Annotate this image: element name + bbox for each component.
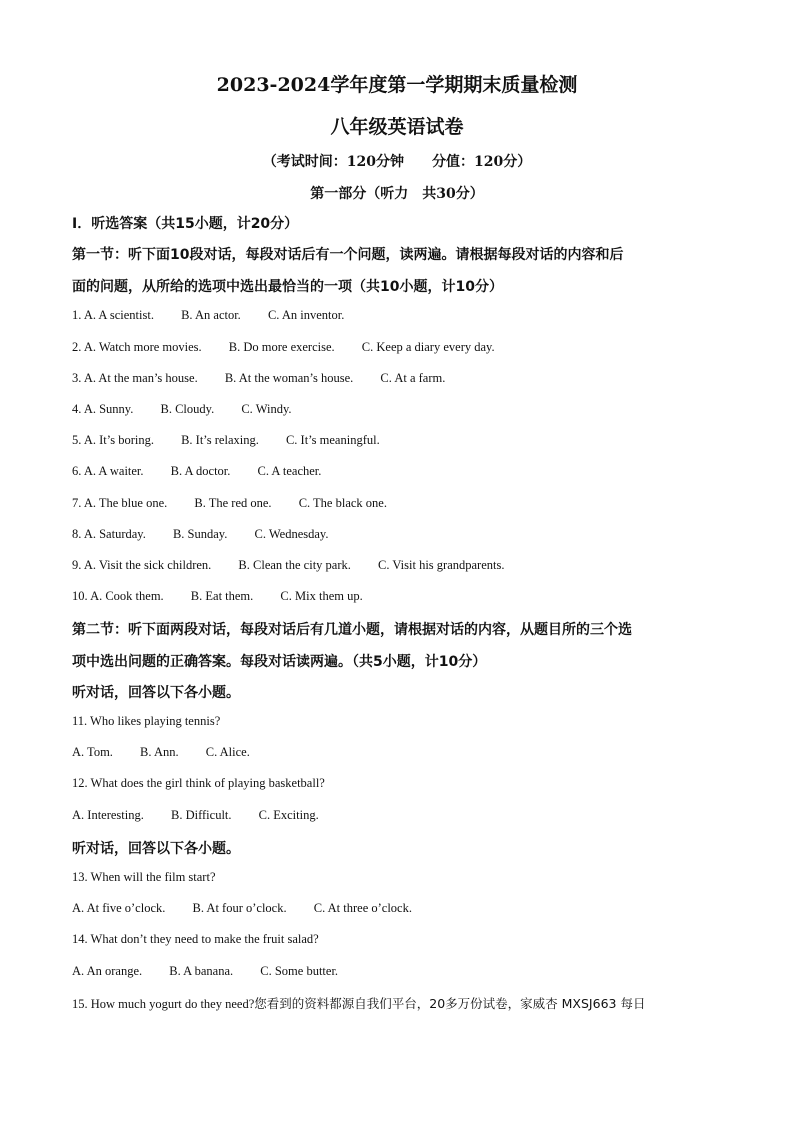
option-b: B. Clean the city park. [238,558,351,572]
option-c: C. Keep a diary every day. [361,340,495,354]
option-a: A. A scientist. [83,308,154,322]
option-a: A. A waiter. [83,464,144,478]
exam-subtitle: 八年级英语试卷 [330,116,464,138]
option-b: B. A banana. [169,964,234,978]
question-number: 8. [72,527,82,541]
question-12-options [72,808,732,823]
option-b: B. Do more exercise. [228,340,335,354]
question-13: 13. When will the film start? [72,870,216,884]
option-c: C. It’s meaningful. [285,433,380,447]
question-9 [72,558,732,573]
option-c: C. The black one. [298,496,387,510]
question-13-options [72,901,732,916]
option-a: A. Sunny. [83,402,134,416]
option-a: A. At the man’s house. [83,371,198,385]
option-a: A. At five o’clock. [72,901,166,915]
option-a: A. Tom. [72,745,113,759]
option-c: C. Windy. [241,402,292,416]
option-b: B. A doctor. [170,464,231,478]
option-b: B. Difficult. [170,808,232,822]
option-c: C. An inventor. [267,308,345,322]
question-number: 10. [72,589,88,603]
option-b: B. Cloudy. [160,402,215,416]
option-b: B. It’s relaxing. [181,433,259,447]
question-12: 12. What does the girl think of playing basketball? [72,776,325,790]
exam-info: （考试时间：120分钟 分值：120分） [262,154,532,170]
question-7 [72,496,732,511]
option-a: A. Visit the sick children. [83,558,212,572]
exam-title: 2023-2024学年度第一学期期末质量检测 [216,74,578,96]
option-c: C. Exciting. [258,808,319,822]
question-number: 4. [72,402,82,416]
option-a: A. It’s boring. [83,433,154,447]
option-c: C. Some butter. [260,964,339,978]
question-11-options [72,745,732,760]
question-number: 7. [72,496,82,510]
part-title: 第一部分（听力 共30分） [310,186,484,202]
section-heading: Ⅰ．听选答案（共15小题，计20分） [72,216,299,232]
question-number: 3. [72,371,82,385]
option-c: C. Visit his grandparents. [378,558,505,572]
question-number: 1. [72,308,82,322]
question-14: 14. What don’t they need to make the fruit salad? [72,932,319,946]
question-15 [72,994,732,1012]
question-number: 9. [72,558,82,572]
watermark-text: 您看到的资料都源自我们平台，20多万份试卷，家威杏 MXSJ663 每日 [254,996,646,1011]
option-b: B. The red one. [194,496,272,510]
question-3 [72,371,732,386]
option-b: B. Ann. [140,745,179,759]
question-8 [72,527,732,542]
option-b: B. An actor. [181,308,241,322]
option-b: B. At four o’clock. [192,901,287,915]
option-b: B. Eat them. [190,589,254,603]
option-b: B. Sunday. [172,527,228,541]
question-number: 5. [72,433,82,447]
question-5 [72,433,732,448]
option-a: A. Watch more movies. [83,340,202,354]
section2-intro-line2: 项中选出问题的正确答案。每段对话读两遍。（共5小题，计10分） [72,654,487,670]
option-a: A. An orange. [72,964,143,978]
section1-intro-line2: 面的问题，从所给的选项中选出最恰当的一项（共10小题，计10分） [72,279,503,295]
option-a: A. Saturday. [83,527,146,541]
option-c: C. Alice. [205,745,250,759]
option-c: C. At a farm. [380,371,446,385]
question-11: 11. Who likes playing tennis? [72,714,221,728]
option-c: C. Wednesday. [254,527,329,541]
question-1 [72,308,732,323]
question-number: 2. [72,340,82,354]
section1-intro-line1: 第一节：听下面10段对话，每段对话后有一个问题，读两遍。请根据每段对话的内容和后 [72,247,624,263]
question-4 [72,402,732,417]
question-2 [72,340,732,355]
question-number: 6. [72,464,82,478]
option-c: C. Mix them up. [280,589,363,603]
option-a: A. The blue one. [83,496,168,510]
option-b: B. At the woman’s house. [224,371,354,385]
question-10 [72,589,732,604]
question-15-text: 15. How much yogurt do they need? [72,997,255,1011]
option-a: A. Cook them. [90,589,164,603]
question-14-options [72,964,732,979]
option-a: A. Interesting. [72,808,144,822]
question-6 [72,464,732,479]
dialog-prompt: 听对话，回答以下各小题。 [72,841,240,857]
option-c: C. At three o’clock. [313,901,412,915]
option-c: C. A teacher. [257,464,322,478]
section2-intro-line1: 第二节：听下面两段对话，每段对话后有几道小题，请根据对话的内容，从题目所的三个选 [72,622,632,638]
dialog-prompt: 听对话，回答以下各小题。 [72,685,240,701]
